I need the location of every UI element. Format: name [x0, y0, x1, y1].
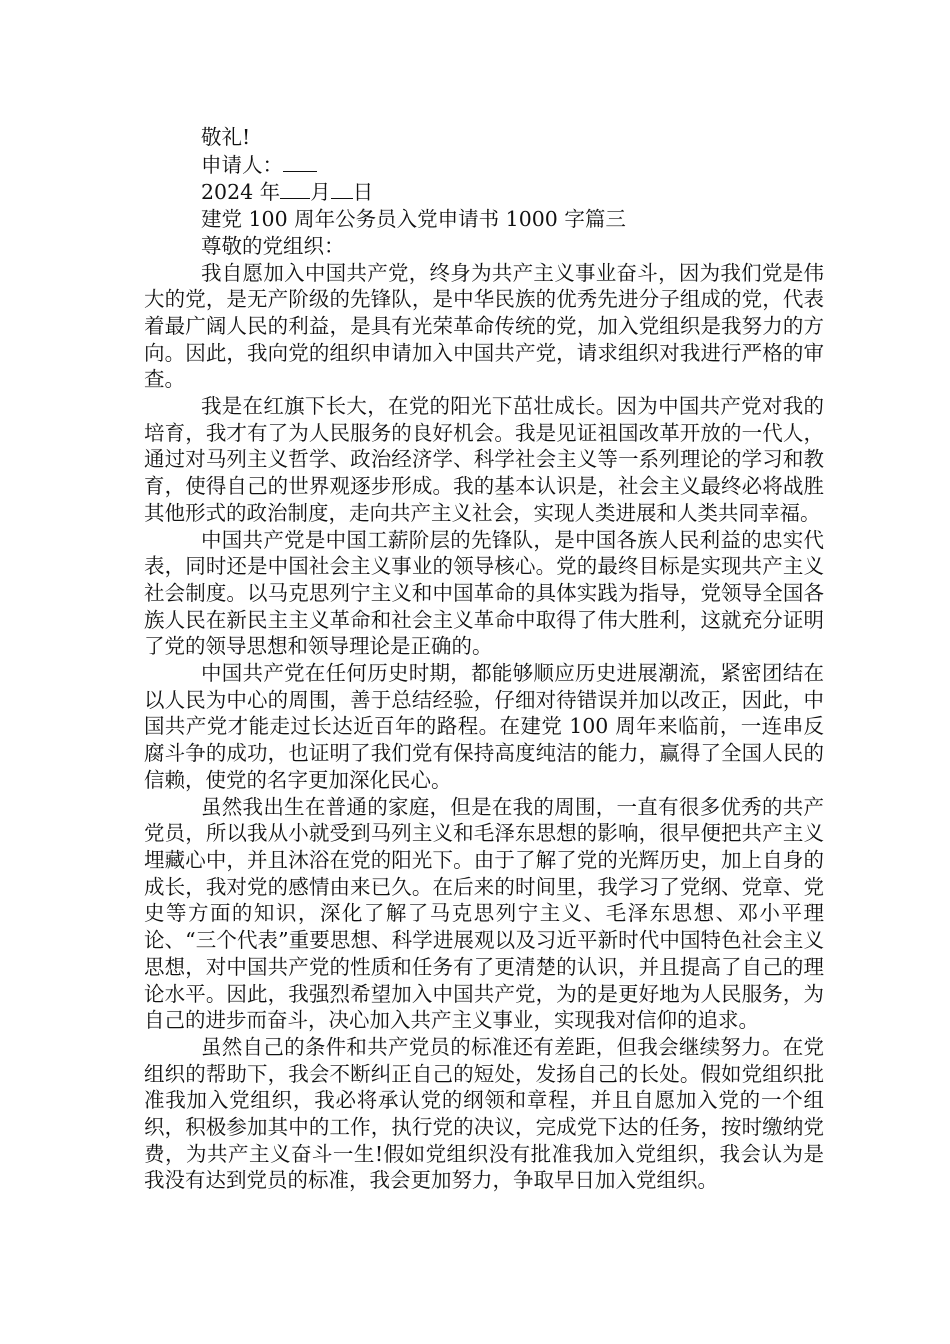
applicant-label: 申请人： [201, 152, 283, 177]
date-day-blank [331, 178, 353, 199]
body-paragraph: 中国共产党在任何历史时期，都能够顺应历史进展潮流，紧密团结在以人民为中心的周围，善于总结经验，仔细对待错误并加以改正，因此，中国共产党才能走过长达近百年的路程。在建党 100 周年来临前，一连串反腐斗争的成功，也证明了我们党有保持高度纯洁的能力，赢得了全国人民的信赖，使党的名字更加深化民心。 [144, 661, 824, 792]
applicant-line [144, 151, 824, 179]
date-day: 日 [352, 180, 374, 205]
date-year: 2024 年 [201, 180, 281, 205]
applicant-name-blank [283, 151, 317, 172]
closing-salute: 敬礼! [201, 125, 251, 149]
document-page [144, 124, 824, 1194]
greeting: 尊敬的党组织： [201, 233, 345, 258]
section-title: 建党 100 周年公务员入党申请书 1000 字篇三 [201, 207, 626, 232]
date-month: 月 [310, 180, 331, 205]
body-paragraph: 虽然自己的条件和共产党员的标准还有差距，但我会继续努力。在党组织的帮助下，我会不断纠正自己的短处，发扬自己的长处。假如党组织批准我加入党组织，我必将承认党的纲领和章程，并且自愿加入党的一个组织，积极参加其中的工作，执行党的决议，完成党下达的任务，按时缴纳党费，为共产主义奋斗一生!假如党组织没有批准我加入党组织，我会认为是我没有达到党员的标准，我会更加努力，争取早日加入党组织。 [144, 1034, 824, 1193]
body-paragraph: 我自愿加入中国共产党，终身为共产主义事业奋斗，因为我们党是伟大的党，是无产阶级的先锋队，是中华民族的优秀先进分子组成的党，代表着最广阔人民的利益，是具有光荣革命传统的党，加入党组织是我努力的方向。因此，我向党的组织申请加入中国共产党，请求组织对我进行严格的审查。 [144, 260, 824, 392]
date-line [144, 178, 824, 206]
body-paragraph: 我是在红旗下长大，在党的阳光下茁壮成长。因为中国共产党对我的培育，我才有了为人民服务的良好机会。我是见证祖国改革开放的一代人，通过对马列主义哲学、政治经济学、科学社会主义等一系列理论的学习和教育，使得自己的世界观逐步形成。我的基本认识是，社会主义最终必将战胜其他形式的政治制度，走向共产主义社会，实现人类进展和人类共同幸福。 [144, 394, 824, 525]
date-month-blank [280, 178, 310, 199]
body-paragraph: 中国共产党是中国工薪阶层的先锋队，是中国各族人民利益的忠实代表，同时还是中国社会主义事业的领导核心。党的最终目标是实现共产主义社会制度。以马克思列宁主义和中国革命的具体实践为指导，党领导全国各族人民在新民主主义革命和社会主义革命中取得了伟大胜利，这就充分证明了党的领导思想和领导理论是正确的。 [144, 527, 824, 659]
body-paragraph: 虽然我出生在普通的家庭，但是在我的周围，一直有很多优秀的共产党员，所以我从小就受到马列主义和毛泽东思想的影响，很早便把共产主义埋藏心中，并且沐浴在党的阳光下。由于了解了党的光辉历史，加上自身的成长，我对党的感情由来已久。在后来的时间里，我学习了党纲、党章、党史等方面的知识，深化了解了马克思列宁主义、毛泽东思想、邓小平理论、“三个代表”重要思想、科学进展观以及习近平新时代中国特色社会主义思想，对中国共产党的性质和任务有了更清楚的认识，并且提高了自己的理论水平。因此，我强烈希望加入中国共产党，为的是更好地为人民服务，为自己的进步而奋斗，决心加入共产主义事业，实现我对信仰的追求。 [144, 794, 824, 1033]
